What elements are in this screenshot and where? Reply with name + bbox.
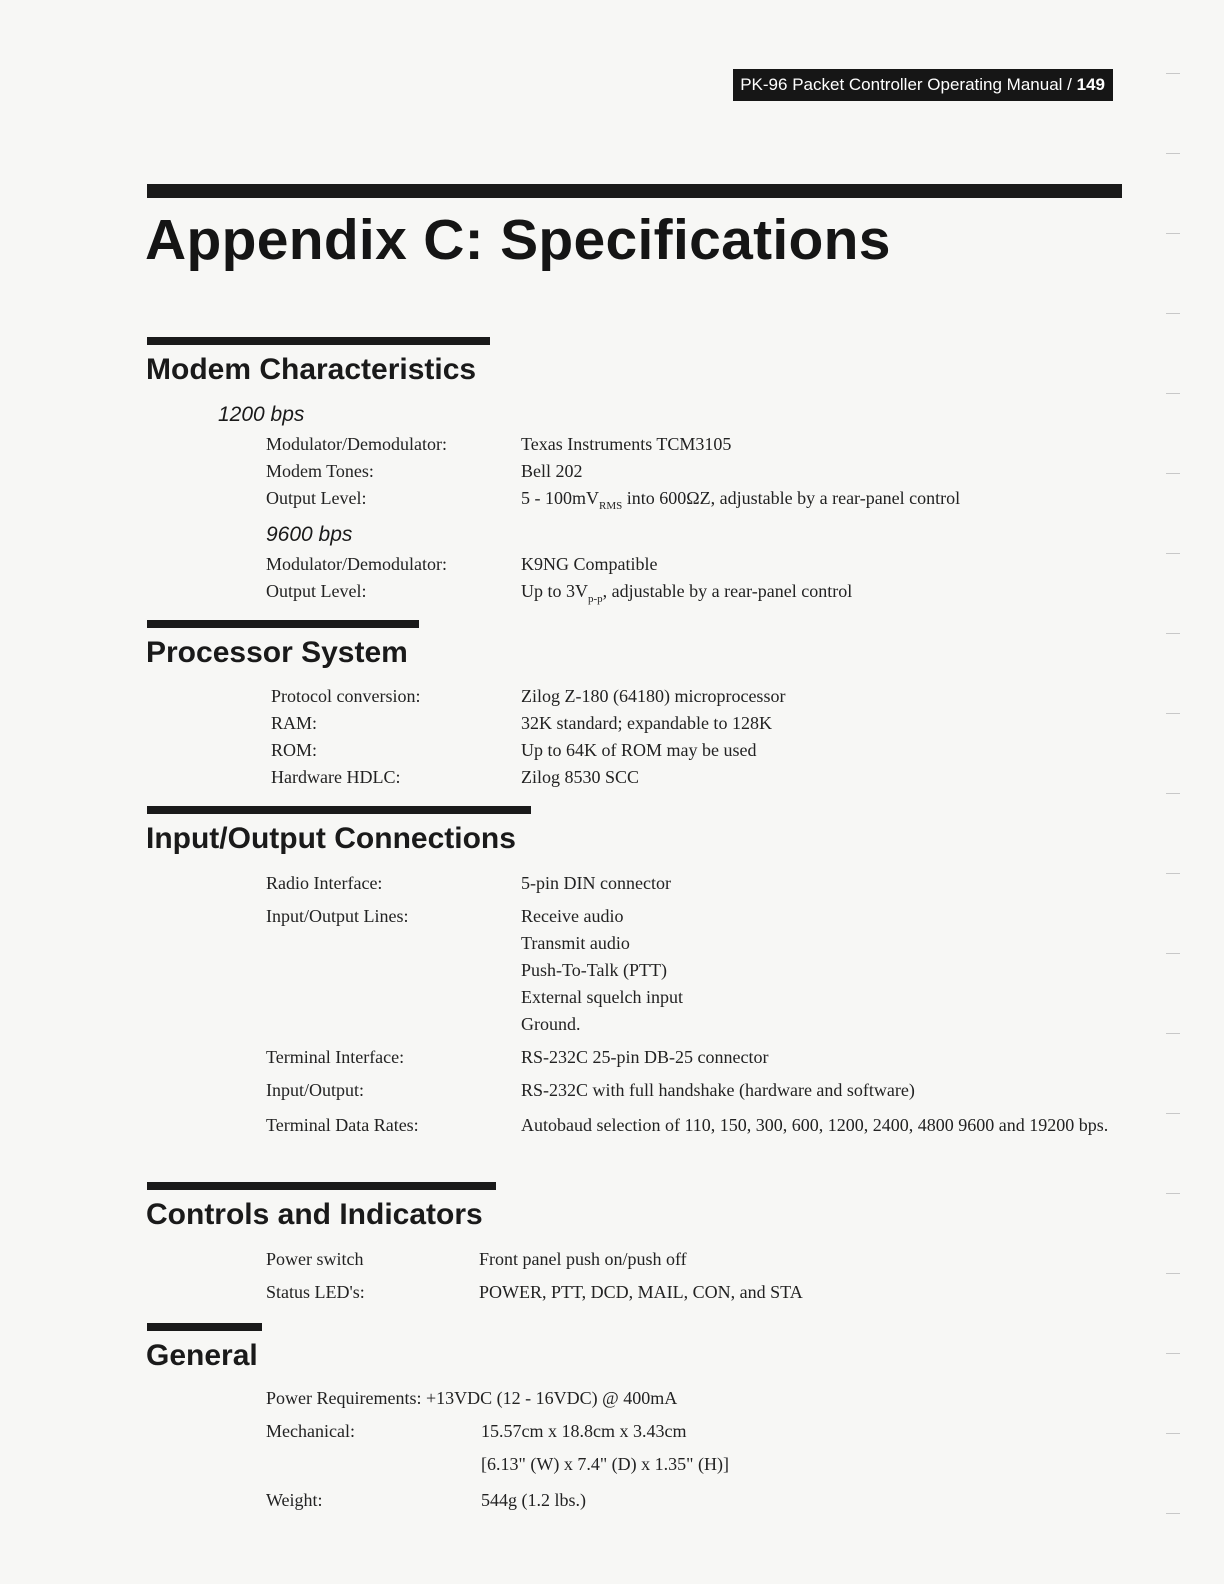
spec-label: Radio Interface: bbox=[266, 873, 383, 893]
spec-label: Output Level: bbox=[266, 488, 367, 508]
spec-value: Front panel push on/push off bbox=[479, 1249, 687, 1269]
spec-label: Weight: bbox=[266, 1490, 323, 1510]
section-rule bbox=[147, 1323, 262, 1331]
controls-heading: Controls and Indicators bbox=[146, 1198, 483, 1231]
io-line: Ground. bbox=[521, 1014, 581, 1034]
spec-label: Hardware HDLC: bbox=[271, 767, 401, 787]
spec-value: Zilog Z-180 (64180) microprocessor bbox=[521, 686, 786, 706]
power-requirements: Power Requirements: +13VDC (12 - 16VDC) @ 400mA bbox=[266, 1388, 678, 1408]
io-heading: Input/Output Connections bbox=[146, 822, 516, 855]
spec-value: 5-pin DIN connector bbox=[521, 873, 671, 893]
spec-value: POWER, PTT, DCD, MAIL, CON, and STA bbox=[479, 1282, 803, 1302]
spec-value: K9NG Compatible bbox=[521, 554, 658, 574]
spec-value: 544g (1.2 lbs.) bbox=[481, 1490, 586, 1510]
manual-title: PK-96 Packet Controller Operating Manual / bbox=[740, 75, 1072, 94]
spec-value: 32K standard; expandable to 128K bbox=[521, 713, 772, 733]
section-rule bbox=[147, 620, 419, 628]
spec-value: Autobaud selection of 110, 150, 300, 600, 1200, 2400, 4800 9600 and 19200 bps. bbox=[521, 1115, 1109, 1135]
spec-label: ROM: bbox=[271, 740, 318, 760]
subhead-1200: 1200 bps bbox=[218, 403, 305, 426]
spec-label: Input/Output Lines: bbox=[266, 906, 409, 926]
spec-label: RAM: bbox=[271, 713, 318, 733]
spec-value: [6.13" (W) x 7.4" (D) x 1.35" (H)] bbox=[481, 1454, 729, 1474]
section-rule bbox=[147, 806, 531, 814]
section-rule bbox=[147, 1182, 496, 1190]
running-header bbox=[733, 69, 1113, 101]
spec-label: Modulator/Demodulator: bbox=[266, 434, 447, 454]
subhead-9600: 9600 bps bbox=[266, 523, 353, 546]
spec-label: Protocol conversion: bbox=[271, 686, 421, 706]
spec-label: Mechanical: bbox=[266, 1421, 355, 1441]
io-line: External squelch input bbox=[521, 987, 683, 1007]
spec-value: Up to $3V_{p-p}$, adjustable by a rear-panel control bbox=[521, 581, 853, 605]
processor-heading: Processor System bbox=[146, 636, 408, 669]
spec-value: Texas Instruments TCM3105 bbox=[521, 434, 732, 454]
spec-label: Terminal Interface: bbox=[266, 1047, 405, 1067]
spec-value: Zilog 8530 SCC bbox=[521, 767, 640, 787]
spec-value: $5 - 100mV_{RMS}$ into 600ΩZ, adjustable by a rear-panel control bbox=[521, 488, 961, 512]
spec-label: Terminal Data Rates: bbox=[266, 1115, 419, 1135]
spec-label: Output Level: bbox=[266, 581, 367, 601]
page-number: 149 bbox=[1076, 75, 1105, 94]
general-heading: General bbox=[146, 1339, 258, 1372]
spec-label: Modulator/Demodulator: bbox=[266, 554, 447, 574]
title-rule bbox=[147, 184, 1122, 198]
spec-label: Modem Tones: bbox=[266, 461, 374, 481]
section-rule bbox=[147, 337, 490, 345]
io-line: Receive audio bbox=[521, 906, 624, 926]
spec-value: RS-232C 25-pin DB-25 connector bbox=[521, 1047, 769, 1067]
spec-label: Input/Output: bbox=[266, 1080, 364, 1100]
spec-value: 15.57cm x 18.8cm x 3.43cm bbox=[481, 1421, 687, 1441]
spec-label: Status LED's: bbox=[266, 1282, 365, 1302]
modem-heading: Modem Characteristics bbox=[146, 353, 477, 386]
page-title: Appendix C: Specifications bbox=[145, 208, 891, 272]
spec-value: Bell 202 bbox=[521, 461, 583, 481]
spec-label: Power switch bbox=[266, 1249, 364, 1269]
spec-value: Up to 64K of ROM may be used bbox=[521, 740, 757, 760]
io-line: Transmit audio bbox=[521, 933, 630, 953]
io-line: Push-To-Talk (PTT) bbox=[521, 960, 667, 980]
spec-value: RS-232C with full handshake (hardware and software) bbox=[521, 1080, 915, 1100]
